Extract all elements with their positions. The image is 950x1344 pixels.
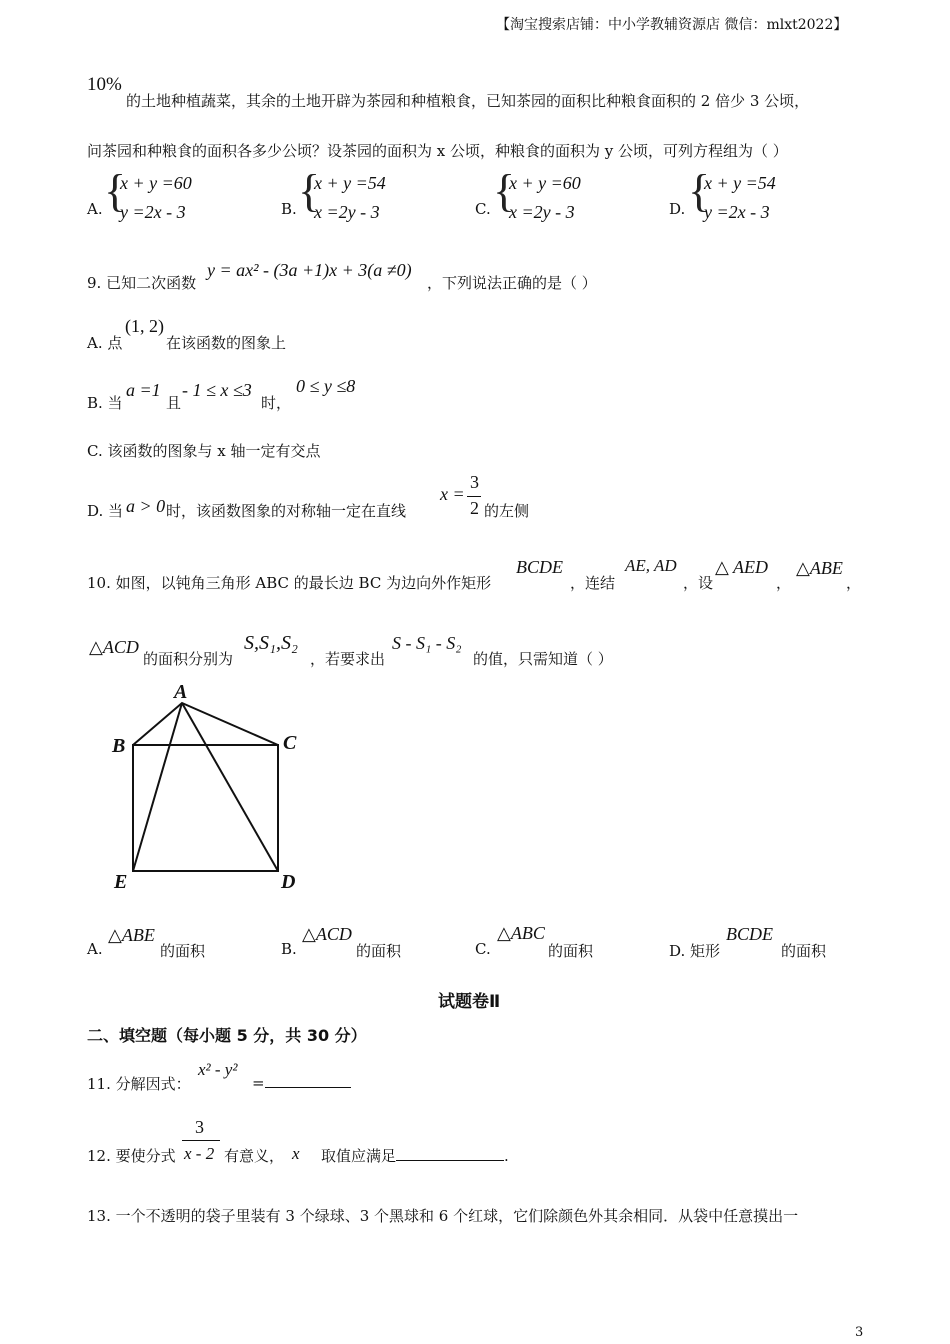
q8-option-d-label[interactable]: D. — [669, 200, 686, 218]
q10-option-d-label[interactable]: D. 矩形 — [669, 942, 721, 960]
q8-option-d-eq1: x + y =54 — [704, 173, 776, 193]
q9-option-a-suffix: 在该函数的图象上 — [166, 334, 287, 352]
q11-equals — [252, 1073, 351, 1092]
q12-end: . — [504, 1147, 509, 1165]
percent-value: 10% — [87, 74, 122, 95]
q9-option-d-prefix[interactable]: D. 当 — [87, 502, 124, 520]
q10-connect: ，连结 — [570, 574, 616, 592]
q8-option-a-eq2: y =2x - 3 — [120, 202, 186, 222]
q10-option-c-label[interactable]: C. — [475, 940, 491, 958]
segment-ae — [133, 703, 182, 871]
q9-option-d-cond: a > 0 — [126, 496, 166, 516]
q12-prefix: 12. 要使分式 — [87, 1147, 176, 1165]
page-header: 【淘宝搜索店铺：中小学教辅资源店 微信：mlxt2022】 — [496, 17, 848, 33]
q8-option-b-label[interactable]: B. — [281, 200, 297, 218]
q11-prefix: 11. 分解因式： — [87, 1075, 191, 1093]
q11-equals-sign: = — [252, 1074, 265, 1092]
q10-comma-2: ， — [846, 574, 862, 592]
page-number: 3 — [855, 1325, 864, 1340]
q9-option-d-suffix: 的左侧 — [484, 502, 530, 520]
q10-vars: S,S₁,S₂ — [244, 632, 298, 654]
q8-option-b-eq1: x + y =54 — [314, 173, 386, 193]
q10-segments: AE, AD — [625, 556, 677, 575]
q8-line1: 的土地种植蔬菜，其余的土地开辟为茶园和种植粮食，已知茶园的面积比种粮食面积的 2 倍少 3 公顷， — [126, 92, 810, 110]
q10-to-find: ，若要求出 — [310, 650, 386, 668]
q9-option-c[interactable]: C. 该函数的图象与 x 轴一定有交点 — [87, 442, 321, 460]
label-b: B — [112, 735, 126, 757]
segment-ad — [182, 703, 278, 871]
q10-option-c-figure: △ABC — [497, 923, 545, 943]
q10-option-c-suffix: 的面积 — [548, 942, 594, 960]
q12-suffix: 取值应满足 — [321, 1147, 397, 1165]
q12-var: x — [292, 1144, 300, 1163]
q10-line1-prefix: 10. 如图，以钝角三角形 ABC 的最长边 BC 为边向外作矩形 — [87, 574, 492, 592]
q9-option-d-denominator: 2 — [470, 498, 479, 518]
q8-option-a-label[interactable]: A. — [87, 200, 103, 218]
q8-option-c-eq2: x =2y - 3 — [509, 202, 575, 222]
q9-option-b-y: 0 ≤ y ≤8 — [296, 376, 356, 396]
q10-option-d-suffix: 的面积 — [781, 942, 827, 960]
rectangle-triangle-figure — [110, 682, 310, 892]
q8-option-b-eq2: x =2y - 3 — [314, 202, 380, 222]
q10-tri-abe: △ABE — [796, 558, 843, 578]
q8-option-d-eq2: y =2x - 3 — [704, 202, 770, 222]
q9-suffix: ，下列说法正确的是（ ） — [427, 274, 597, 292]
q9-option-a-prefix[interactable]: A. 点 — [87, 334, 123, 352]
rectangle-bcde — [133, 745, 278, 871]
q8-option-c-label[interactable]: C. — [475, 200, 491, 218]
q9-option-d-numerator: 3 — [470, 472, 479, 492]
q12-numerator: 3 — [195, 1117, 204, 1137]
label-d: D — [281, 871, 296, 892]
label-c: C — [283, 732, 297, 754]
q8-line2: 问茶园和种粮食的面积各多少公顷？设茶园的面积为 x 公顷，种粮食的面积为 y 公顷，可列方程组为（ ） — [87, 142, 788, 160]
q9-option-b-prefix[interactable]: B. 当 — [87, 394, 123, 412]
q9-option-d-mid: 时，该函数图象的对称轴一定在直线 — [166, 502, 407, 520]
q10-option-a-figure: △ABE — [108, 925, 155, 945]
q12-answer-blank[interactable] — [396, 1146, 504, 1161]
triangle-abc-sides — [133, 703, 278, 745]
q9-formula: y = ax² - (3a +1)x + 3(a ≠0) — [207, 260, 412, 280]
q9-prefix: 9. 已知二次函数 — [87, 274, 197, 292]
q9-option-b-a: a =1 — [126, 380, 161, 400]
q10-comma-1: ， — [776, 574, 792, 592]
brace-icon: { — [104, 165, 127, 216]
fraction-bar — [467, 496, 481, 497]
q10-option-a-suffix: 的面积 — [160, 942, 206, 960]
label-a: A — [174, 682, 188, 703]
q10-let: ，设 — [683, 574, 714, 592]
brace-icon: { — [493, 165, 516, 216]
q10-only-need: 的值，只需知道（ ） — [473, 650, 613, 668]
q10-areas-are: 的面积分别为 — [143, 650, 234, 668]
brace-icon: { — [688, 165, 711, 216]
q10-tri-aed: △ AED — [715, 557, 769, 577]
q9-option-d-x: x = — [440, 484, 465, 504]
q13-text: 13. 一个不透明的袋子里装有 3 个绿球、3 个黑球和 6 个红球，它们除颜色外其余相同．从袋中任意摸出一 — [87, 1207, 799, 1225]
q10-rect: BCDE — [516, 557, 563, 577]
q10-expr: S - S₁ - S₂ — [392, 633, 462, 653]
q9-option-a-point: (1, 2) — [125, 316, 164, 336]
paper-title: 试题卷Ⅱ — [438, 992, 501, 1012]
q11-answer-blank[interactable] — [265, 1073, 351, 1088]
q8-option-a-eq1: x + y =60 — [120, 173, 192, 193]
q10-option-a-label[interactable]: A. — [87, 940, 103, 958]
fraction-bar — [182, 1140, 220, 1141]
brace-icon: { — [298, 165, 321, 216]
q9-option-b-and: 且 — [166, 394, 182, 412]
section-heading: 二、填空题（每小题 5 分，共 30 分） — [87, 1026, 367, 1045]
q10-tri-acd: △ACD — [89, 637, 139, 657]
q10-option-b-label[interactable]: B. — [281, 940, 297, 958]
q10-option-b-figure: △ACD — [302, 924, 352, 944]
q10-option-d-figure: BCDE — [726, 924, 773, 944]
q12-denominator: x - 2 — [184, 1144, 215, 1163]
q10-option-b-suffix: 的面积 — [356, 942, 402, 960]
q12-condition — [321, 1145, 509, 1166]
geometry-figure — [110, 682, 310, 892]
label-e: E — [114, 871, 128, 892]
q8-option-c-eq1: x + y =60 — [509, 173, 581, 193]
q12-mid: 有意义， — [224, 1147, 285, 1165]
q9-option-b-range: - 1 ≤ x ≤3 — [182, 380, 252, 400]
q11-expr: x² - y² — [198, 1060, 238, 1079]
q9-option-b-when: 时， — [261, 394, 292, 412]
